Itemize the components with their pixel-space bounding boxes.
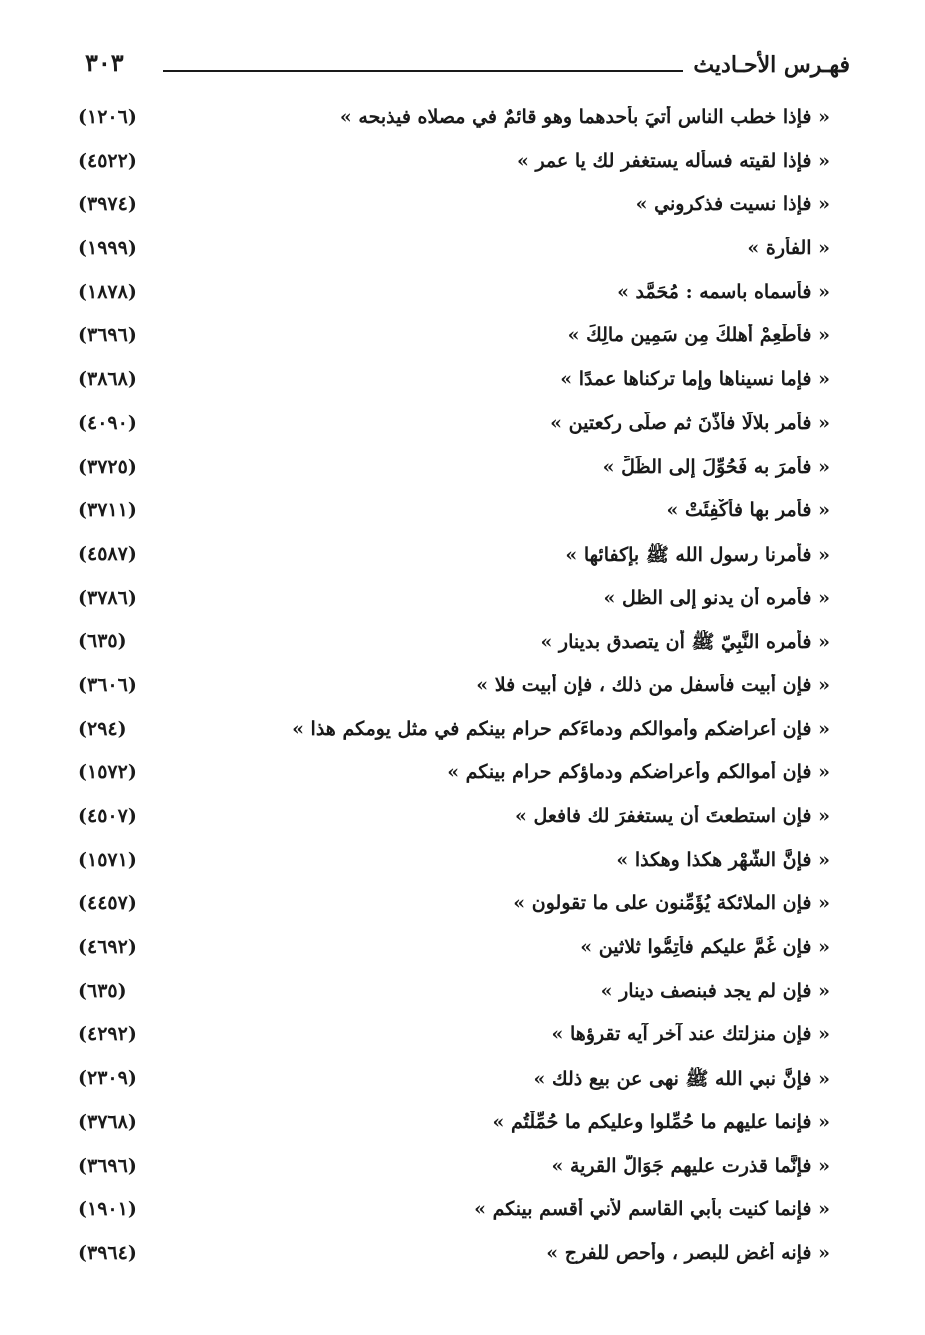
hadith-text: « فإذا خطب الناس أُتيَ بأحدهما وهو قائمٌ في مصلاه فيذبحه » xyxy=(339,106,830,128)
index-entry xyxy=(70,495,830,539)
hadith-number: (٤٥٢٢) xyxy=(78,149,137,172)
hadith-number: (١٥٧٢) xyxy=(78,761,137,784)
hadith-text: « فإن أعراضكم وأموالكم ودماءَكم حرام بينكم في مثل يومكم هذا » xyxy=(292,717,830,740)
hadith-number: (٤٠٩٠) xyxy=(78,411,137,434)
hadith-number: (١٢٠٦) xyxy=(78,106,137,128)
index-entry xyxy=(70,233,830,277)
index-entry xyxy=(70,320,830,364)
hadith-number: (٣٩٦٤) xyxy=(78,1241,137,1264)
index-entry xyxy=(70,452,830,496)
index-entry xyxy=(70,364,830,408)
hadith-text: « فإن استطعتَ أن يستغفرَ لك فافعل » xyxy=(515,805,830,827)
index-entry xyxy=(70,146,830,190)
hadith-number: (٣٦٩٦) xyxy=(78,1154,137,1177)
hadith-number: (٣٧١١) xyxy=(78,499,137,522)
hadith-text: « فإن منزلتك عند آخر آيه تقرؤها » xyxy=(551,1023,830,1046)
hadith-text: « فإنَّ الشَّهْر هكذا وهكذا » xyxy=(616,848,830,871)
index-entry xyxy=(70,1238,830,1282)
hadith-number: (٤٥٠٧) xyxy=(78,805,137,827)
hadith-text: « فإنَّما قذرت عليهم جَوَالَّ القرية » xyxy=(551,1154,830,1177)
hadith-number: (٢٣٠٩) xyxy=(78,1067,137,1090)
index-entry xyxy=(70,626,830,670)
hadith-number: (٣٧٦٨) xyxy=(78,1110,137,1133)
hadith-text: « الفأرة » xyxy=(747,237,830,260)
hadith-text: « فإن الملائكة يُؤَمِّنون على ما تقولون » xyxy=(513,892,830,915)
hadith-number: (٣٧٢٥) xyxy=(78,455,137,478)
page-header xyxy=(85,48,850,88)
hadith-text: « فأمره أن يدنو إلى الظل » xyxy=(603,586,830,609)
index-entry xyxy=(70,932,830,976)
page-number: ٣٠٣ xyxy=(85,48,124,77)
hadith-number: (١٥٧١) xyxy=(78,848,137,871)
hadith-number: (٤٤٥٧) xyxy=(78,892,137,915)
index-entry xyxy=(70,583,830,627)
index-entry xyxy=(70,539,830,583)
hadith-text: « فإذا لقيته فسأله يستغفر لك يا عمر » xyxy=(516,149,830,172)
index-entry xyxy=(70,1107,830,1151)
hadith-text: « فإن غُمَّ عليكم فأتِمُّوا ثلاثين » xyxy=(580,936,830,959)
hadith-text: « فإما نسيناها وإما تركناها عمدًا » xyxy=(560,368,830,391)
hadith-text: « فأمرنا رسول الله ﷺ بإكفائها » xyxy=(565,543,830,566)
index-entry xyxy=(70,1019,830,1063)
hadith-text: « فإنَّ نبي الله ﷺ نهى عن بيع ذلك » xyxy=(533,1068,830,1091)
index-entry xyxy=(70,189,830,233)
hadith-text: « فإن أموالكم وأعراضكم ودماؤكم حرام بينكم » xyxy=(447,761,830,784)
hadith-text: « فإذا نسيت فذكروني » xyxy=(635,193,830,216)
hadith-number: (١٩٠١) xyxy=(78,1198,137,1221)
hadith-number: (٦٣٥) xyxy=(78,630,127,653)
index-entry xyxy=(70,845,830,889)
hadith-text: « فأمر بها فأُكْفِئَتْ » xyxy=(666,499,830,522)
hadith-text: « فإنما عليهم ما حُمِّلوا وعليكم ما حُمِّلْتُم » xyxy=(492,1110,830,1133)
hadith-number: (٣٧٨٦) xyxy=(78,586,137,609)
hadith-number: (٣٦٠٦) xyxy=(78,673,137,696)
hadith-text: « فإن لم يجد فبنصف دينار » xyxy=(600,979,830,1002)
index-entry xyxy=(70,102,830,146)
index-entry xyxy=(70,408,830,452)
hadith-text: « فأمرَ به فَحُوِّلَ إلى الظِّلِّ » xyxy=(602,455,830,478)
hadith-text: « فأمر بلالًا فأذَّنَ ثم صلَّى ركعتين » xyxy=(550,411,830,434)
hadith-text: « فإنه أغض للبصر ، وأحص للفرج » xyxy=(546,1241,830,1264)
hadith-text: « فأمره النَّبِيّ ﷺ أن يتصدق بدينار » xyxy=(540,631,830,654)
hadith-number: (٢٩٤) xyxy=(78,717,127,740)
index-entry xyxy=(70,1151,830,1195)
hadith-text: « فإن أبيت فأسفل من ذلك ، فإن أبيت فلا » xyxy=(476,673,830,696)
index-entry xyxy=(70,277,830,321)
index-entry xyxy=(70,757,830,801)
index-entry xyxy=(70,1063,830,1107)
index-entry xyxy=(70,801,830,845)
hadith-text: « فأسماه باسمه : مُحَمَّد » xyxy=(617,280,830,303)
running-title: فهـرس الأحـاديث xyxy=(693,52,850,78)
hadith-text: « فأَطْعِمْ أهلكَ مِن سَمِين مالِكَ » xyxy=(567,324,830,347)
hadith-number: (٣٩٧٤) xyxy=(78,193,137,216)
index-entry xyxy=(70,1194,830,1238)
index-entry xyxy=(70,670,830,714)
hadith-number: (٤٦٩٢) xyxy=(78,936,137,959)
hadith-index-list xyxy=(70,102,830,1282)
hadith-number: (٦٣٥) xyxy=(78,979,127,1002)
hadith-number: (١٩٩٩) xyxy=(78,237,137,260)
hadith-number: (١٨٧٨) xyxy=(78,280,137,303)
hadith-number: (٣٨٦٨) xyxy=(78,368,137,391)
index-entry xyxy=(70,888,830,932)
hadith-number: (٤٢٩٢) xyxy=(78,1023,137,1046)
hadith-text: « فإنما كنيت بأبي القاسم لأني أقسم بينكم » xyxy=(474,1198,830,1221)
hadith-number: (٣٦٩٦) xyxy=(78,324,137,347)
header-rule xyxy=(163,70,683,72)
index-entry xyxy=(70,976,830,1020)
index-entry xyxy=(70,714,830,758)
hadith-number: (٤٥٨٧) xyxy=(78,542,137,565)
